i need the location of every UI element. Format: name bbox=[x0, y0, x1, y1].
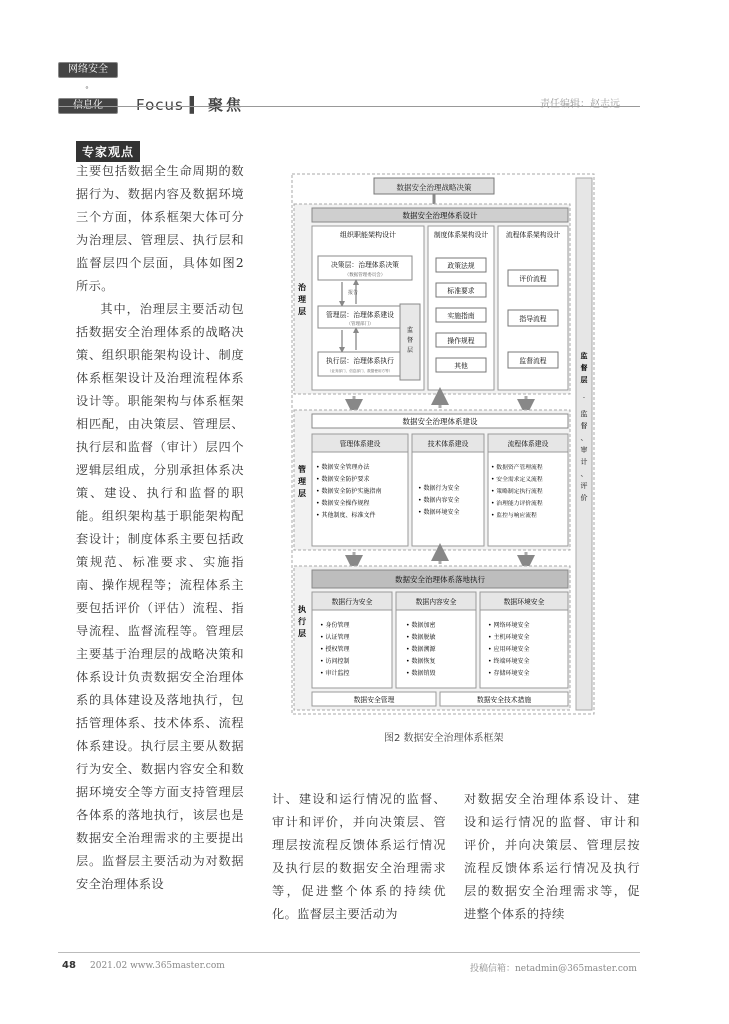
decision-label: 决策层：治理体系决策 bbox=[331, 261, 399, 269]
process-item: 监督流程 bbox=[519, 357, 547, 365]
policy-item: 标准要求 bbox=[447, 287, 475, 295]
process-system-item: • 策略制定执行流程 bbox=[491, 489, 543, 495]
figure-caption: 图2 数据安全治理体系框架 bbox=[384, 733, 504, 744]
policy-item: 实施指南 bbox=[447, 312, 475, 320]
environment-item: • 主机环境安全 bbox=[488, 634, 530, 641]
logo-divider: ⚬ bbox=[84, 84, 90, 92]
behavior-item: • 授权管理 bbox=[320, 646, 350, 653]
mgmt-sub: （管理部门） bbox=[346, 322, 374, 327]
logo-bottom-text: 信息化 bbox=[58, 98, 118, 114]
tech-system-item: • 数据内容安全 bbox=[418, 497, 460, 504]
security-mgmt-label: 数据安全管理 bbox=[353, 696, 395, 704]
policy-item: 政策法规 bbox=[447, 262, 475, 270]
tech-system-title: 技术体系建设 bbox=[427, 440, 469, 448]
behavior-security-title: 数据行为安全 bbox=[331, 598, 373, 606]
mgmt-system-item: • 数据安全操作规程 bbox=[316, 500, 370, 507]
policy-item: 其他 bbox=[454, 362, 468, 370]
supervision-label-11: 评 bbox=[580, 482, 588, 490]
section-separator: ▍ bbox=[189, 96, 203, 114]
tech-system-item: • 数据行为安全 bbox=[418, 485, 460, 492]
audit-label-2: 督 bbox=[406, 337, 414, 344]
mgmt-system-item: • 数据安全防护要求 bbox=[316, 476, 370, 483]
mgmt-title: 数据安全治理体系建设 bbox=[402, 417, 478, 426]
content-item: • 数据加密 bbox=[406, 622, 436, 629]
process-system-item: • 安全需求定义流程 bbox=[491, 477, 543, 483]
framework-diagram bbox=[290, 172, 596, 716]
audit-label-3: 层 bbox=[406, 347, 414, 354]
supervision-label-5: 监 bbox=[580, 410, 588, 418]
content-security-title: 数据内容安全 bbox=[415, 598, 457, 606]
column-tag: 专家观点 bbox=[76, 141, 140, 162]
section-en: Focus bbox=[136, 96, 184, 114]
process-item: 评价流程 bbox=[519, 275, 547, 283]
org-design-title: 组织职能架构设计 bbox=[340, 231, 396, 239]
process-design-title: 流程体系架构设计 bbox=[505, 231, 561, 239]
environment-item: • 网络环境安全 bbox=[488, 622, 530, 629]
section-title bbox=[136, 94, 244, 115]
footer-divider bbox=[58, 952, 640, 953]
exec-sub: （业务部门、信息部门、数据使用方等） bbox=[327, 369, 393, 373]
mgmt-system-item: • 其他制度、标准文件 bbox=[316, 512, 376, 519]
supervision-bar bbox=[576, 178, 592, 710]
gov-title: 数据安全治理体系设计 bbox=[402, 211, 478, 220]
process-system-title: 流程体系建设 bbox=[507, 440, 549, 448]
supervision-label-6: 督 bbox=[580, 422, 588, 430]
mgmt-system-item: • 数据安全防护实施指南 bbox=[316, 488, 382, 495]
supervision-label-8: 审 bbox=[580, 446, 588, 454]
policy-design-title: 制度体系架构设计 bbox=[433, 231, 489, 239]
mgmt-label: 管理层：治理体系建设 bbox=[326, 311, 394, 319]
decision-sub: （数据管理委员会） bbox=[344, 273, 386, 278]
behavior-item: • 访问控制 bbox=[320, 658, 350, 665]
gov-layer-label-3: 层 bbox=[298, 307, 306, 316]
paragraph-1: 主要包括数据全生命周期的数据行为、数据内容及数据环境三个方面，体系框架大体可分为治理层、管理层、执行层和监督层四个层面，具体如图2所示。 bbox=[76, 164, 244, 293]
supervision-label-3: 层 bbox=[580, 376, 588, 384]
article-column-right bbox=[464, 788, 640, 926]
process-system-item: • 监控与响应流程 bbox=[491, 513, 537, 519]
editor-credit: 责任编辑：赵志远 bbox=[540, 99, 620, 110]
policy-item: 操作规程 bbox=[447, 337, 475, 345]
environment-security-title: 数据环境安全 bbox=[503, 598, 545, 606]
logo-top-text: 网络安全 bbox=[58, 62, 118, 78]
supervision-label-2: 督 bbox=[580, 364, 588, 372]
mgmt-layer-label-3: 层 bbox=[298, 489, 306, 498]
environment-item: • 应用环境安全 bbox=[488, 646, 530, 653]
supervision-label-4: · bbox=[582, 394, 586, 402]
supervision-label-7: 、 bbox=[580, 434, 588, 442]
process-system-item: • 数据资产管理流程 bbox=[491, 465, 543, 471]
audit-label-1: 监 bbox=[406, 327, 414, 334]
process-item: 指导流程 bbox=[519, 315, 547, 323]
issue-and-site: 2021.02 www.365master.com bbox=[90, 961, 225, 971]
supervision-label-10: 、 bbox=[580, 470, 588, 478]
process-system-item: • 治理能力评价流程 bbox=[491, 501, 543, 507]
paragraph-mid: 计、建设和运行情况的监督、审计和评价，并向决策层、管理层按流程反馈体系运行情况及执行层的数据安全治理需求等，促进整个体系的持续优化。监督层主要活动为 bbox=[272, 792, 446, 921]
content-item: • 数据溯源 bbox=[406, 646, 436, 653]
paragraph-right: 对数据安全治理体系设计、建设和运行情况的监督、审计和评价，并向决策层、管理层按流程反馈体系运行情况及执行层的数据安全治理需求等，促进整个体系的持续 bbox=[464, 792, 640, 921]
header-divider bbox=[58, 106, 640, 107]
section-zh: 聚焦 bbox=[207, 96, 244, 114]
gov-layer-label-2: 理 bbox=[298, 295, 306, 304]
mgmt-system-item: • 数据安全管理办法 bbox=[316, 464, 370, 471]
exec-label: 执行层：治理体系执行 bbox=[326, 357, 394, 365]
page-number: 48 bbox=[62, 960, 76, 971]
exec-layer-label-1: 执 bbox=[298, 605, 306, 614]
supervision-label-9: 计 bbox=[580, 458, 588, 466]
supervision-label-1: 监 bbox=[580, 352, 588, 360]
mgmt-system-title: 管理体系建设 bbox=[339, 440, 381, 448]
content-item: • 数据脱敏 bbox=[406, 634, 436, 641]
security-tech-label: 数据安全技术措施 bbox=[476, 696, 532, 704]
strategy-label: 数据安全治理战略决策 bbox=[396, 183, 472, 192]
exec-layer-label-3: 层 bbox=[298, 629, 306, 638]
article-column-left bbox=[76, 160, 244, 896]
mgmt-layer-label-1: 管 bbox=[298, 465, 306, 474]
mgmt-layer-label-2: 理 bbox=[298, 477, 306, 486]
exec-title: 数据安全治理体系落地执行 bbox=[395, 575, 485, 584]
content-item: • 数据销毁 bbox=[406, 670, 436, 677]
supervision-label-12: 价 bbox=[580, 494, 588, 502]
gov-layer-label-1: 治 bbox=[298, 283, 306, 292]
report-label: 报告 bbox=[348, 290, 359, 296]
behavior-item: • 认证管理 bbox=[320, 634, 350, 641]
behavior-item: • 身份管理 bbox=[320, 622, 350, 629]
tech-system-item: • 数据环境安全 bbox=[418, 509, 460, 516]
content-item: • 数据恢复 bbox=[406, 658, 436, 665]
environment-item: • 终端环境安全 bbox=[488, 658, 530, 665]
environment-item: • 存储环境安全 bbox=[488, 670, 530, 677]
exec-layer-label-2: 行 bbox=[298, 617, 306, 626]
article-column-middle bbox=[272, 788, 446, 926]
paragraph-2: 其中，治理层主要活动包括数据安全治理体系的战略决策、组织职能架构设计、制度体系框架设计及治理流程体系设计等。职能架构与体系框架相匹配，由决策层、管理层、执行层和监督（审计）层四个逻辑层组成，分别承担体系决策、建设、执行和监督的职能。组织架构基于职能架构配套设计；制度体系主要包括政策规范、标准要求、实施指南、操作规程等；流程体系主要包括评价（评估）流程、指导流程、监督流程等。管理层主要基于治理层的战略决策和体系设计负责数据安全治理体系的具体建设及落地执行，包括管理体系、技术体系、流程体系建设。执行层主要从数据行为安全、数据内容安全和数据环境安全等方面支持管理层各体系的落地执行，该层也是数据安全治理需求的主要提出层。监督层主要活动为对数据安全治理体系设 bbox=[76, 302, 244, 891]
behavior-item: • 审计监控 bbox=[320, 670, 350, 677]
submission-email: 投稿信箱：netadmin@365master.com bbox=[470, 964, 637, 974]
